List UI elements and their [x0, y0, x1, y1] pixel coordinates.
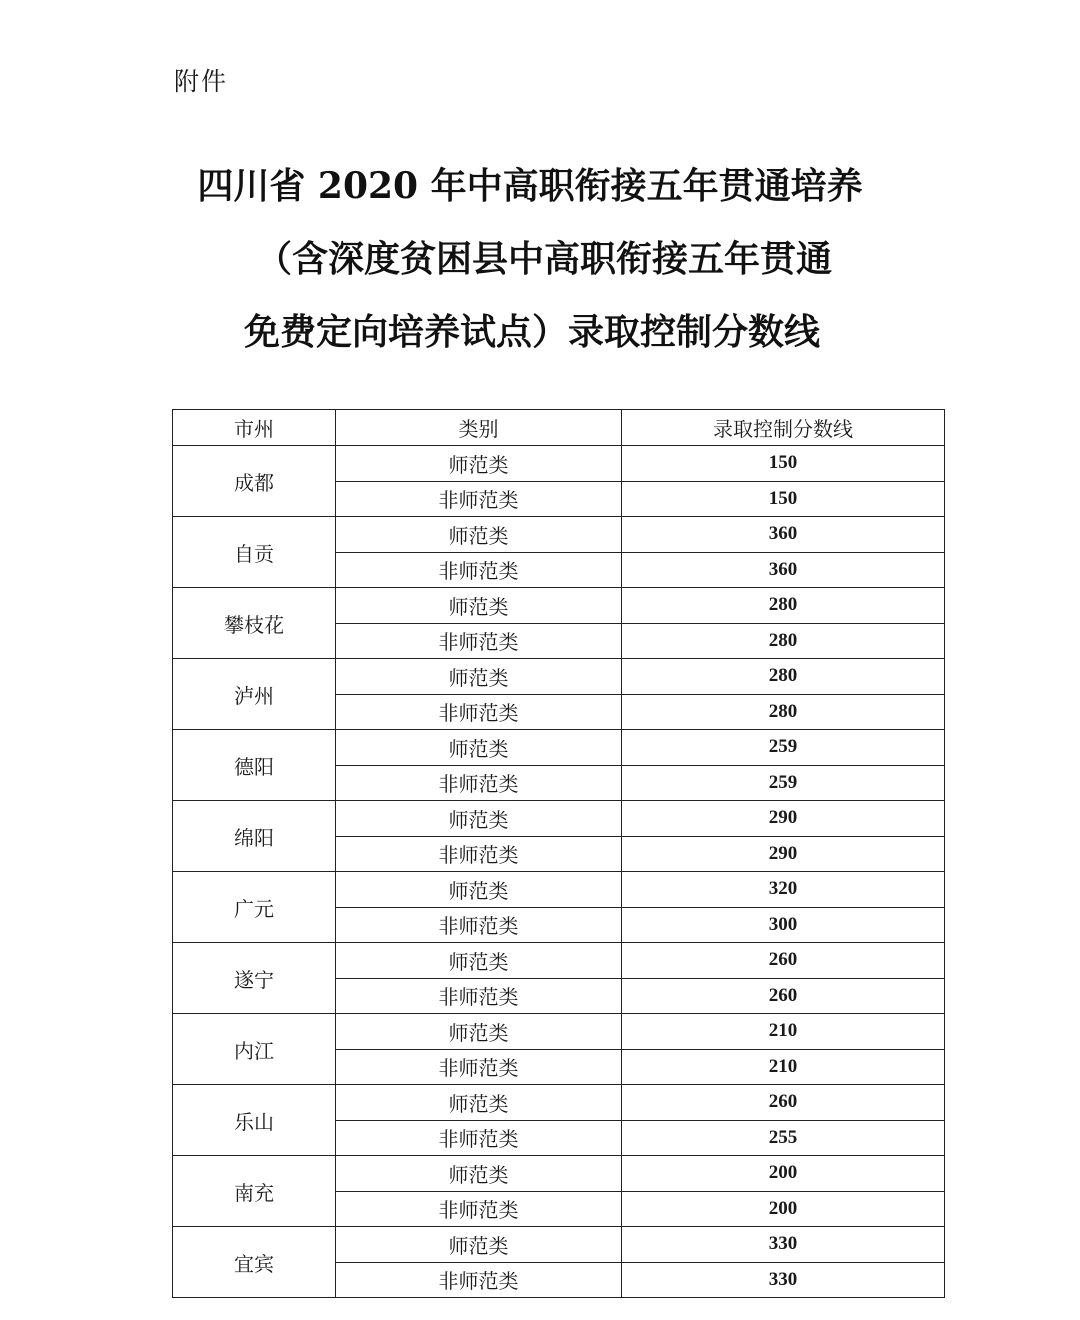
city-cell: 南充 — [173, 1156, 336, 1227]
header-city: 市州 — [173, 410, 336, 446]
attachment-label: 附件 — [174, 67, 229, 96]
category-cell: 非师范类 — [336, 978, 622, 1014]
city-cell: 泸州 — [173, 659, 336, 730]
category-cell: 非师范类 — [336, 623, 622, 659]
table-row — [173, 1156, 945, 1192]
city-cell: 自贡 — [173, 517, 336, 588]
table-row — [173, 517, 945, 553]
category-cell: 师范类 — [336, 801, 622, 837]
category-cell: 非师范类 — [336, 481, 622, 517]
category-cell: 非师范类 — [336, 552, 622, 588]
score-cell: 210 — [622, 1014, 945, 1050]
category-cell: 师范类 — [336, 1156, 622, 1192]
score-cell: 330 — [622, 1227, 945, 1263]
table-row — [173, 1014, 945, 1050]
city-cell: 遂宁 — [173, 943, 336, 1014]
score-table — [172, 409, 945, 1298]
table-row — [173, 588, 945, 624]
category-cell: 非师范类 — [336, 694, 622, 730]
score-cell: 200 — [622, 1156, 945, 1192]
category-cell: 非师范类 — [336, 907, 622, 943]
category-cell: 师范类 — [336, 446, 622, 482]
document-title — [0, 150, 1080, 369]
score-cell: 259 — [622, 765, 945, 801]
score-cell: 320 — [622, 872, 945, 908]
score-cell: 150 — [622, 481, 945, 517]
table-row — [173, 446, 945, 482]
score-cell: 260 — [622, 943, 945, 979]
category-cell: 师范类 — [336, 1227, 622, 1263]
city-cell: 内江 — [173, 1014, 336, 1085]
city-cell: 成都 — [173, 446, 336, 517]
city-cell: 广元 — [173, 872, 336, 943]
score-cell: 259 — [622, 730, 945, 766]
score-cell: 360 — [622, 552, 945, 588]
category-cell: 师范类 — [336, 730, 622, 766]
score-cell: 280 — [622, 694, 945, 730]
category-cell: 师范类 — [336, 1085, 622, 1121]
category-cell: 师范类 — [336, 872, 622, 908]
score-cell: 150 — [622, 446, 945, 482]
table-row — [173, 1227, 945, 1263]
category-cell: 师范类 — [336, 943, 622, 979]
city-cell: 乐山 — [173, 1085, 336, 1156]
category-cell: 师范类 — [336, 659, 622, 695]
title-line-2: （含深度贫困县中高职衔接五年贯通 — [255, 238, 832, 280]
table-row — [173, 943, 945, 979]
category-cell: 师范类 — [336, 1014, 622, 1050]
table-row — [173, 801, 945, 837]
table-header-row — [173, 410, 945, 446]
table-row — [173, 1085, 945, 1121]
score-cell: 255 — [622, 1120, 945, 1156]
table-row — [173, 730, 945, 766]
score-cell: 280 — [622, 588, 945, 624]
table-body — [173, 446, 945, 1298]
score-cell: 360 — [622, 517, 945, 553]
category-cell: 师范类 — [336, 588, 622, 624]
table-row — [173, 659, 945, 695]
city-cell: 攀枝花 — [173, 588, 336, 659]
category-cell: 非师范类 — [336, 1049, 622, 1085]
score-cell: 210 — [622, 1049, 945, 1085]
header-category: 类别 — [336, 410, 622, 446]
score-cell: 290 — [622, 836, 945, 872]
title-line-3: 免费定向培养试点）录取控制分数线 — [243, 311, 820, 353]
table-row — [173, 872, 945, 908]
city-cell: 德阳 — [173, 730, 336, 801]
category-cell: 非师范类 — [336, 1262, 622, 1298]
category-cell: 非师范类 — [336, 1191, 622, 1227]
score-cell: 280 — [622, 623, 945, 659]
header-score: 录取控制分数线 — [622, 410, 945, 446]
score-cell: 300 — [622, 907, 945, 943]
score-cell: 290 — [622, 801, 945, 837]
title-line-1: 四川省 2020 年中高职衔接五年贯通培养 — [197, 165, 863, 207]
score-cell: 200 — [622, 1191, 945, 1227]
category-cell: 非师范类 — [336, 836, 622, 872]
city-cell: 宜宾 — [173, 1227, 336, 1298]
score-cell: 280 — [622, 659, 945, 695]
city-cell: 绵阳 — [173, 801, 336, 872]
category-cell: 师范类 — [336, 517, 622, 553]
score-cell: 330 — [622, 1262, 945, 1298]
score-cell: 260 — [622, 978, 945, 1014]
category-cell: 非师范类 — [336, 1120, 622, 1156]
category-cell: 非师范类 — [336, 765, 622, 801]
score-cell: 260 — [622, 1085, 945, 1121]
